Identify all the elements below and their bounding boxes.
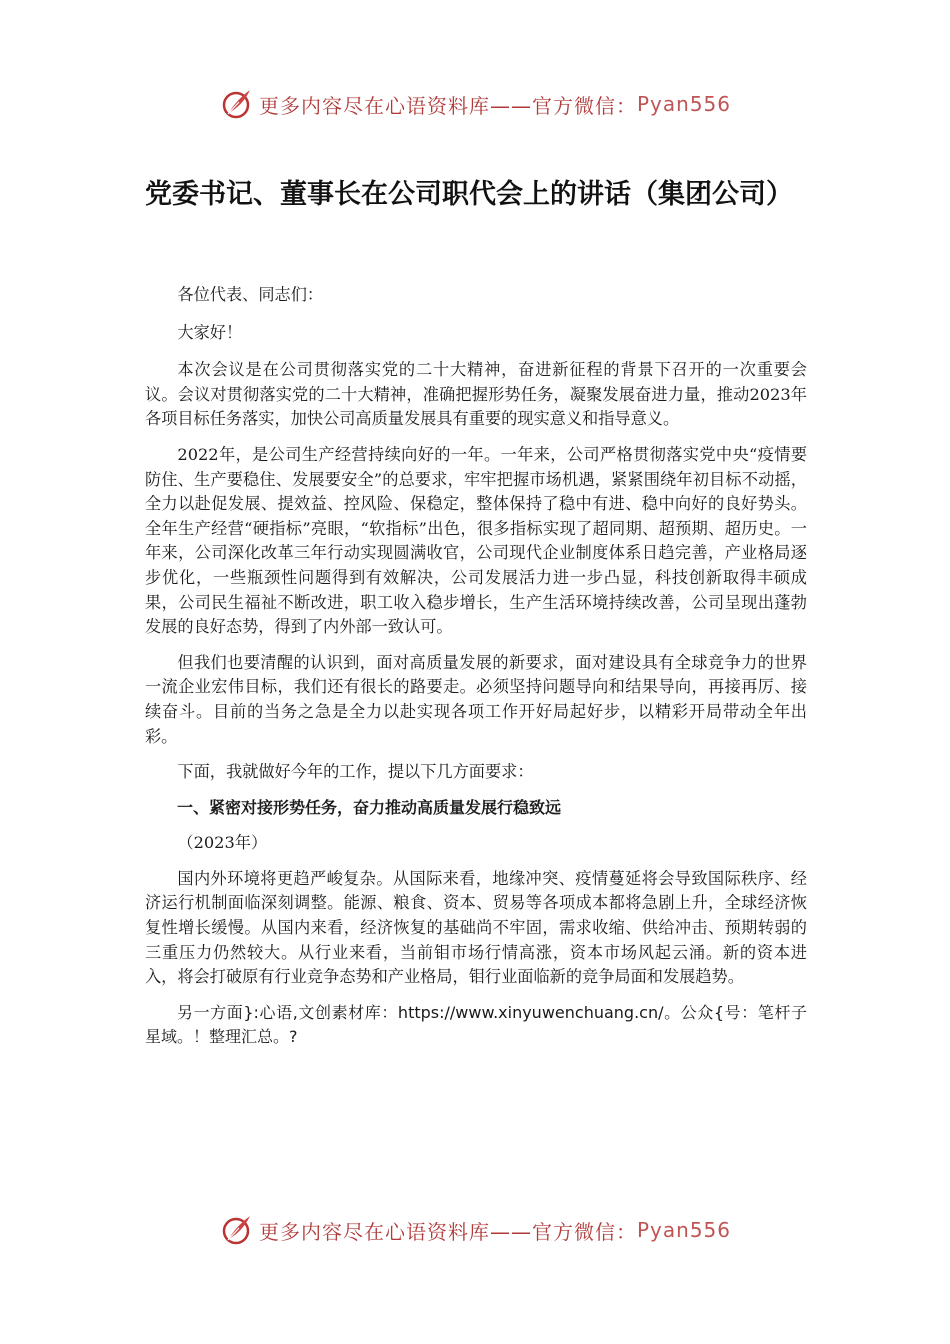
year-note: （2023年） [177, 833, 268, 853]
banner-wechat-id: Pyan556 [636, 92, 731, 116]
source-note: 另一方面}:心语,文创素材库：https://www.xinyuwenchuang.cn/。公众{号：笔杆子星域。！整理汇总。? [145, 1002, 807, 1047]
section-heading: 一、紧密对接形势任务，奋力推动高质量发展行稳致远 [177, 797, 562, 817]
document-title: 党委书记、董事长在公司职代会上的讲话（集团公司） [145, 179, 793, 210]
paragraph: 但我们也要清醒的认识到，面对高质量发展的新要求，面对建设具有全球竞争力的世界一流企业宏伟目标，我们还有很长的路要走。必须坚持问题导向和结果导向，再接再厉、接续奋斗。目前的当务之急是全力以赴实现各项工作开好局起好步，以精彩开局带动全年出彩。 [145, 652, 807, 746]
greeting: 大家好！ [177, 322, 243, 342]
banner-text: 更多内容尽在心语资料库——官方微信： [258, 1219, 637, 1244]
quill-logo-icon [219, 1212, 255, 1248]
header-watermark-banner [0, 84, 950, 124]
paragraph: 本次会议是在公司贯彻落实党的二十大精神，奋进新征程的背景下召开的一次重要会议。会议对贯彻落实党的二十大精神，准确把握形势任务，凝聚发展奋进力量，推动2023年各项目标任务落实，加快公司高质量发展具有重要的现实意义和指导意义。 [145, 360, 807, 429]
quill-logo-icon [219, 86, 255, 122]
banner-wechat-id: Pyan556 [636, 1218, 731, 1242]
banner-text: 更多内容尽在心语资料库——官方微信： [258, 93, 637, 118]
paragraph: 国内外环境将更趋严峻复杂。从国际来看，地缘冲突、疫情蔓延将会导致国际秩序、经济运行机制面临深刻调整。能源、粮食、资本、贸易等各项成本都将急剧上升，全球经济恢复性增长缓慢。从国内来看，经济恢复的基础尚不牢固，需求收缩、供给冲击、预期转弱的三重压力仍然较大。从行业来看，当前钼市场行情高涨，资本市场风起云涌。新的资本进入，将会打破原有行业竞争态势和产业格局，钼行业面临新的竞争局面和发展趋势。 [145, 868, 807, 987]
paragraph: 2022年，是公司生产经营持续向好的一年。一年来，公司严格贯彻落实党中央“疫情要防住、生产要稳住、发展要安全”的总要求，牢牢把握市场机遇，紧紧围绕年初目标不动摇，全力以赴促发展、提效益、控风险、保稳定，整体保持了稳中有进、稳中向好的良好势头。全年生产经营“硬指标”亮眼，“软指标”出色，很多指标实现了超同期、超预期、超历史。一年来，公司深化改革三年行动实现圆满收官，公司现代企业制度体系日趋完善，产业格局逐步优化，一些瓶颈性问题得到有效解决，公司发展活力进一步凸显，科技创新取得丰硕成果，公司民生福祉不断改进，职工收入稳步增长，生产生活环境持续改善，公司呈现出蓬勃发展的良好态势，得到了内外部一致认可。 [145, 444, 808, 637]
salutation: 各位代表、同志们： [177, 285, 324, 304]
paragraph: 下面，我就做好今年的工作，提以下几方面要求： [177, 762, 534, 782]
document-body [145, 283, 807, 1061]
footer-watermark-banner [0, 1210, 950, 1250]
